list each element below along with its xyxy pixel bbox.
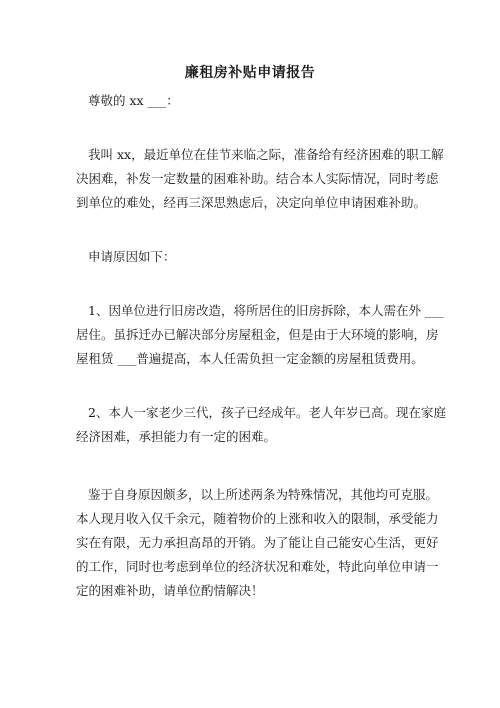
document-title: 廉租房补贴申请报告 <box>184 65 316 81</box>
paragraph-2-line-1: 申请原因如下： <box>88 249 176 264</box>
paragraph-3-line-2: 居住。虽拆迁办已解决部分房屋租金，但是由于大环境的影响，房 <box>76 327 439 342</box>
paragraph-3-line-1: 1、因单位进行旧房改造，将所居住的旧房拆除，本人需在外 ___ <box>88 303 444 318</box>
paragraph-4-line-2: 经济困难，承担能力有一定的困难。 <box>76 429 277 444</box>
paragraph-3-line-3: 屋租赁 ___普遍提高，本人任需负担一定金额的房屋租赁费用。 <box>76 351 424 366</box>
paragraph-1-line-2: 决困难，补发一定数量的困难补助。结合本人实际情况，同时考虑 <box>76 171 439 186</box>
paragraph-5-line-1: 鉴于自身原因颇多，以上所述两条为特殊情况，其他均可克服。 <box>88 487 439 502</box>
paragraph-5-line-4: 的工作，同时也考虑到单位的经济状况和难处，特此向单位申请一 <box>76 559 439 574</box>
paragraph-1-line-1: 我叫 xx，最近单位在佳节来临之际，准备给有经济困难的职工解 <box>88 147 444 162</box>
salutation: 尊敬的 xx ___： <box>88 93 179 108</box>
paragraph-5-line-2: 本人现月收入仅千余元，随着物价的上涨和收入的限制，承受能力 <box>76 511 439 526</box>
paragraph-5-line-3: 实在有限，无力承担高昂的开销。为了能让自己能安心生活，更好 <box>76 535 439 550</box>
paragraph-1-line-3: 到单位的难处，经再三深思熟虑后，决定向单位申请困难补助。 <box>76 195 427 210</box>
paragraph-5-line-5: 定的困难补助，请单位酌情解决！ <box>76 583 264 598</box>
paragraph-4-line-1: 2、本人一家老少三代，孩子已经成年。老人年岁已高。现在家庭 <box>88 405 446 420</box>
